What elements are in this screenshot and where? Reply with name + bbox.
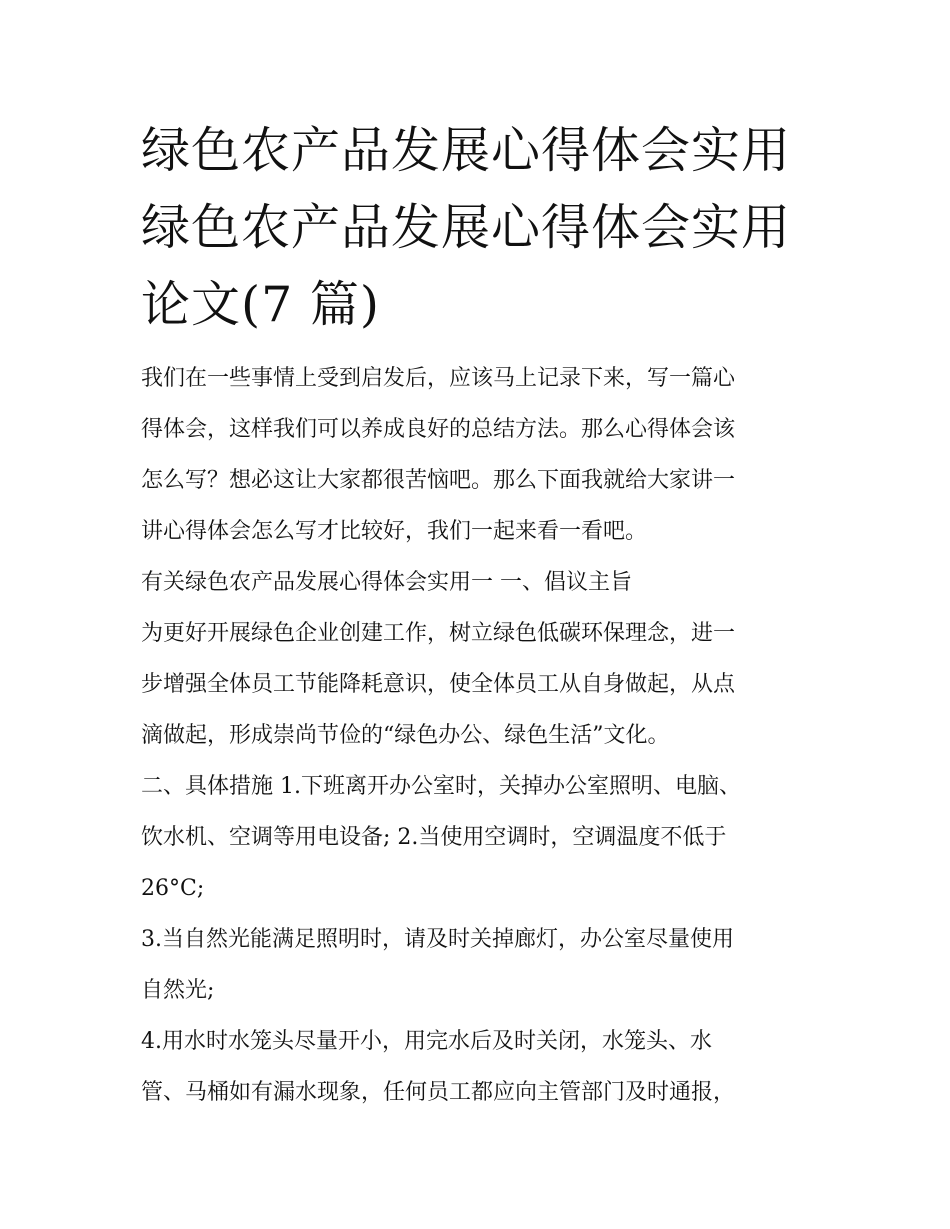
paragraph-measures xyxy=(141,761,821,914)
text-line: 滴做起，形成崇尚节俭的“绿色办公、绿色生活”文化。 xyxy=(141,723,670,748)
text-line: 得体会，这样我们可以养成良好的总结方法。那么心得体会该 xyxy=(141,417,736,442)
text-line: 有关绿色农产品发展心得体会实用一 一、倡议主旨 xyxy=(141,570,632,595)
document-title xyxy=(141,112,821,343)
text-line: 管、马桶如有漏水现象，任何员工都应向主管部门及时通报， xyxy=(141,1080,736,1105)
text-line: 4.用水时水笼头尽量开小，用完水后及时关闭，水笼头、水 xyxy=(141,1029,712,1054)
text-line: 步增强全体员工节能降耗意识，使全体员工从自身做起，从点 xyxy=(141,672,736,697)
text-line: 二、具体措施 1.下班离开办公室时，关掉办公室照明、电脑、 xyxy=(141,774,741,799)
document-body xyxy=(141,353,821,1118)
paragraph-measure-3 xyxy=(141,914,821,1016)
paragraph-measure-4 xyxy=(141,1016,821,1118)
text-line: 为更好开展绿色企业创建工作，树立绿色低碳环保理念，进一 xyxy=(141,621,736,646)
paragraph-purpose xyxy=(141,608,821,761)
document-page xyxy=(141,112,821,1118)
text-line: 讲心得体会怎么写才比较好，我们一起来看一看吧。 xyxy=(141,519,648,544)
paragraph-intro xyxy=(141,353,821,557)
text-line: 3.当自然光能满足照明时，请及时关掉廊灯，办公室尽量使用 xyxy=(141,927,734,952)
paragraph-section-heading xyxy=(141,557,821,608)
title-line: 绿色农产品发展心得体会实用 xyxy=(141,122,792,179)
title-line: 论文(7 篇) xyxy=(141,276,380,333)
text-line: 饮水机、空调等用电设备; 2.当使用空调时，空调温度不低于 xyxy=(141,825,727,850)
text-line: 我们在一些事情上受到启发后，应该马上记录下来，写一篇心 xyxy=(141,366,736,391)
text-line: 26°C; xyxy=(141,876,205,901)
text-line: 怎么写？想必这让大家都很苦恼吧。那么下面我就给大家讲一 xyxy=(141,468,736,493)
title-line: 绿色农产品发展心得体会实用 xyxy=(141,199,792,256)
text-line: 自然光; xyxy=(141,978,215,1003)
